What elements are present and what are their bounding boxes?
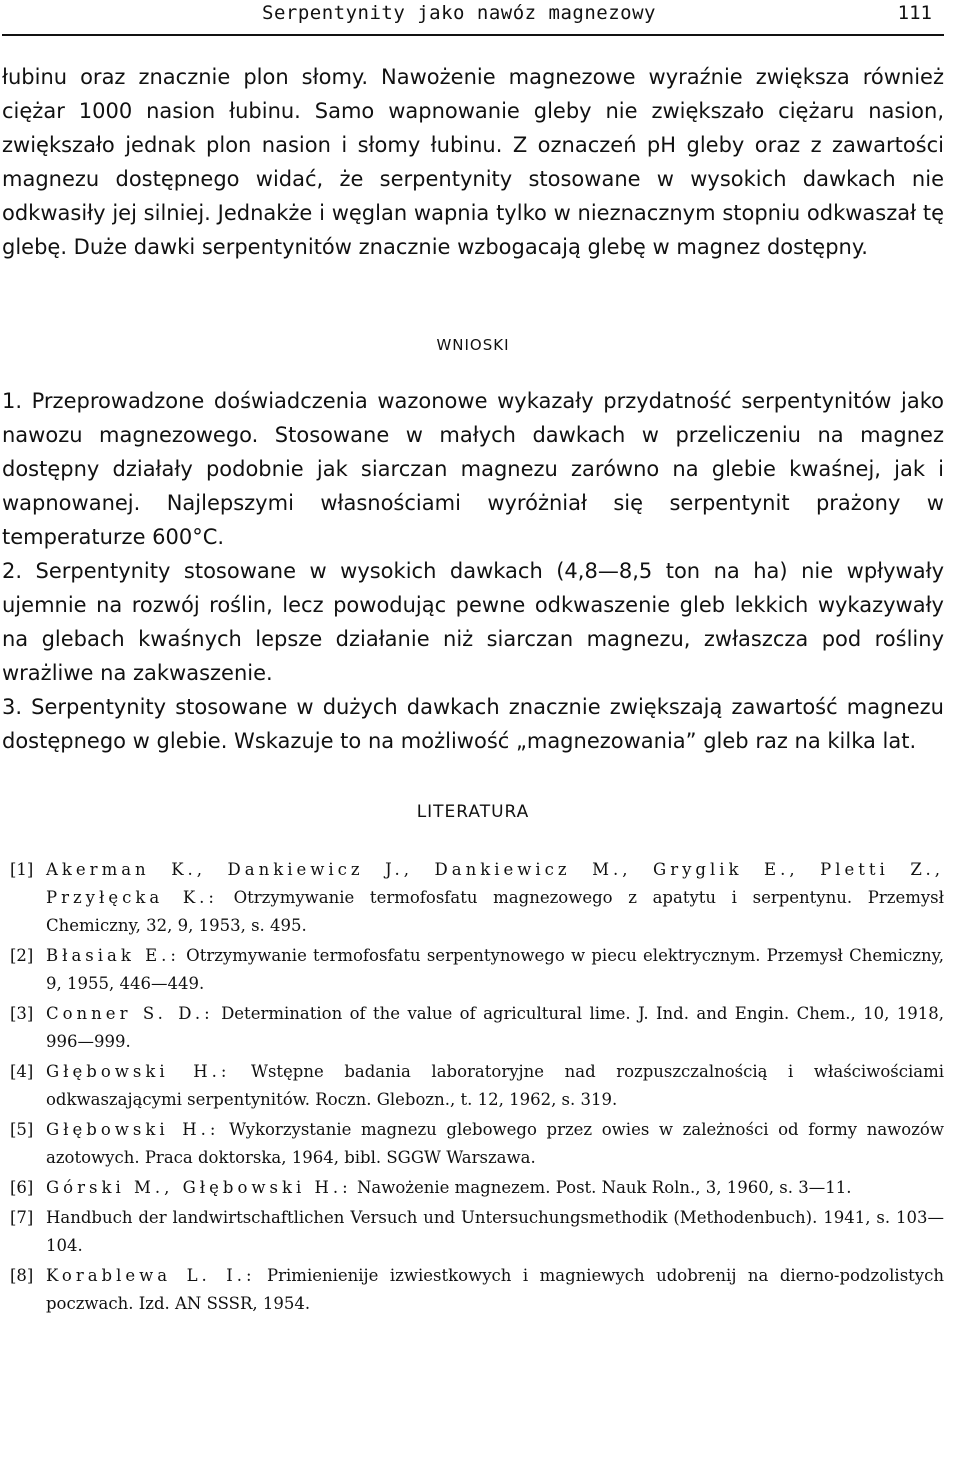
reference-text: Wstępne badania laboratoryjne nad rozpuszczalnością i właściwościami odkwaszającymi serpentynitów. Roczn. Glebozn., t. 12, 1962, s. 319. xyxy=(46,1062,944,1109)
reference-authors: Głębowski H.: xyxy=(46,1062,231,1081)
reference-number: [4] xyxy=(10,1062,34,1081)
reference-number: [1] xyxy=(10,860,34,879)
reference-number: [3] xyxy=(10,1004,34,1023)
reference-authors: Korablewa L. I.: xyxy=(46,1266,256,1285)
reference-item xyxy=(2,1058,944,1114)
reference-number: [2] xyxy=(10,946,34,965)
reference-item xyxy=(2,942,944,998)
running-header xyxy=(2,0,944,36)
intro-paragraph: łubinu oraz znacznie plon słomy. Nawożenie magnezowe wyraźnie zwiększa również ciężar 1000 nasion łubinu. Samo wapnowanie gleby nie zwiększało ciężaru nasion, zwiększało jednak plon nasion i słomy łubinu. Z oznaczeń pH gleby oraz z zawartości magnezu dostępnego widać, że serpentynity stosowane w wysokich dawkach nie odkwasiły jej silniej. Jednakże i węglan wapnia tylko w nieznacznym stopniu odkwaszał tę glebę. Duże dawki serpentynitów znacznie wzbogacają glebę w magnez dostępny. xyxy=(2,65,944,259)
reference-item xyxy=(2,1204,944,1260)
conclusions-list xyxy=(2,384,944,758)
reference-text: Otrzymywanie termofosfatu magnezowego z apatytu i serpentynu. Przemysł Chemiczny, 32, 9, 1953, s. 495. xyxy=(46,888,944,935)
references-heading: LITERATURA xyxy=(416,802,530,822)
reference-number: [7] xyxy=(10,1208,34,1227)
reference-item xyxy=(2,1262,944,1318)
reference-item xyxy=(2,1000,944,1056)
reference-number: [8] xyxy=(10,1266,34,1285)
reference-item xyxy=(2,1174,944,1202)
reference-number: [6] xyxy=(10,1178,34,1197)
conclusion-item: 2. Serpentynity stosowane w wysokich dawkach (4,8—8,5 ton na ha) nie wpływały ujemnie na rozwój roślin, lecz powodując pewne odkwaszenie gleb lekkich wykazywały na glebach kwaśnych lepsze działanie niż siarczan magnezu, zwłaszcza pod rośliny wrażliwe na zakwaszenie. xyxy=(2,559,944,685)
reference-authors: Głębowski H.: xyxy=(46,1120,220,1139)
conclusion-item: 1. Przeprowadzone doświadczenia wazonowe wykazały przydatność serpentynitów jako nawozu magnezowego. Stosowane w małych dawkach w przeliczeniu na magnez dostępny działały podobnie jak siarczan magnezu zarówno na glebie kwaśnej, jak i wapnowanej. Najlepszymi własnościami wyróżniał się serpentynit prażony w temperaturze 600°C. xyxy=(2,389,944,549)
conclusion-item: 3. Serpentynity stosowane w dużych dawkach znacznie zwiększają zawartość magnezu dostępnego w glebie. Wskazuje to na możliwość „magnezowania” gleb raz na kilka lat. xyxy=(2,695,944,753)
reference-authors: Górski M., Głębowski H.: xyxy=(46,1178,352,1197)
reference-authors: Conner S. D.: xyxy=(46,1004,214,1023)
reference-text: Primienienije izwiestkowych i magniewych udobrenij na dierno-podzolistych poczwach. Izd. AN SSSR, 1954. xyxy=(46,1266,944,1313)
reference-authors: Akerman K., Dankiewicz J., Dankiewicz M., Gryglik E., Pletti Z., Przyłęcka K.: xyxy=(46,860,944,907)
reference-item xyxy=(2,1116,944,1172)
reference-text: Otrzymywanie termofosfatu serpentynowego w piecu elektrycznym. Przemysł Chemiczny, 9, 1955, 446—449. xyxy=(46,946,944,993)
reference-authors: Błasiak E.: xyxy=(46,946,180,965)
running-title: Serpentynity jako nawóz magnezowy xyxy=(262,2,656,24)
page-number: 111 xyxy=(897,2,932,24)
reference-text: Handbuch der landwirtschaftlichen Versuch und Untersuchungsmethodik (Methodenbuch). 1941, s. 103—104. xyxy=(46,1208,944,1255)
body-text xyxy=(2,60,944,758)
reference-item xyxy=(2,856,944,940)
references-list xyxy=(2,856,944,1318)
reference-number: [5] xyxy=(10,1120,34,1139)
reference-text: Nawożenie magnezem. Post. Nauk Roln., 3, 1960, s. 3—11. xyxy=(351,1178,852,1197)
reference-text: Wykorzystanie magnezu glebowego przez owies w zależności od formy nawozów azotowych. Praca doktorska, 1964, bibl. SGGW Warszawa. xyxy=(46,1120,944,1167)
conclusions-heading: WNIOSKI xyxy=(436,336,510,354)
reference-text: Determination of the value of agricultural lime. J. Ind. and Engin. Chem., 10, 1918, 996—999. xyxy=(46,1004,944,1051)
